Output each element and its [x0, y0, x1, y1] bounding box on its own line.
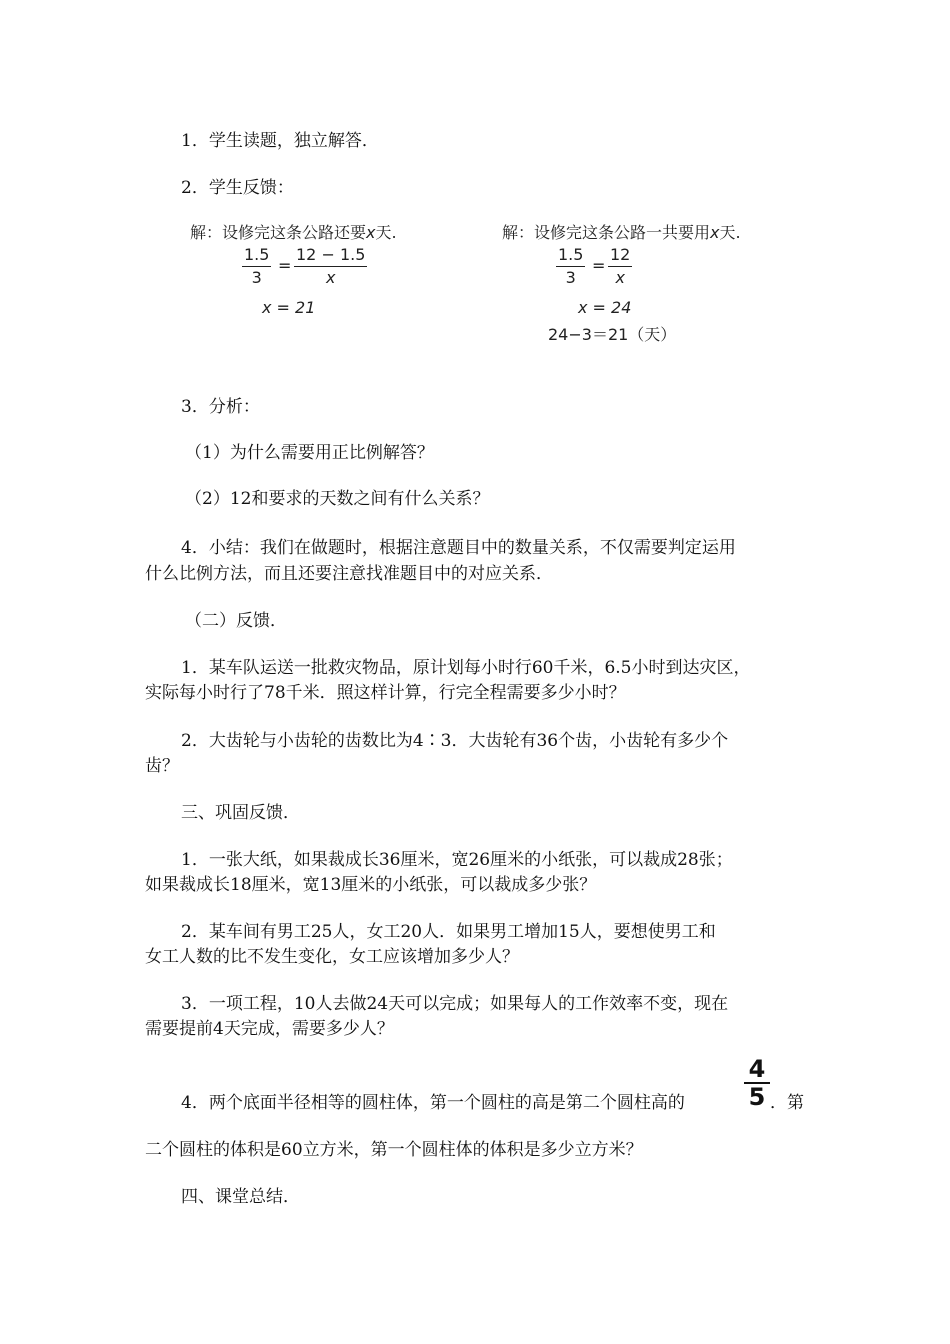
solution-right-title: 解：设修完这条公路一共要用x天.	[502, 223, 741, 242]
exercise-2-line-2: 女工人数的比不发生变化，女工应该增加多少人？	[145, 947, 519, 967]
solution-right-result: x = 24	[578, 298, 632, 317]
consolidation-heading: 三、巩固反馈．	[181, 803, 300, 823]
feedback-2-line-1: 2．大齿轮与小齿轮的齿数比为4∶3．大齿轮有36个齿，小齿轮有多少个	[181, 731, 729, 751]
analysis-question-1: （1）为什么需要用正比例解答？	[185, 443, 434, 463]
step-3-text: 3．分析：	[181, 397, 260, 417]
step-1-text: 1．学生读题，独立解答．	[181, 131, 379, 151]
analysis-question-2: （2）12和要求的天数之间有什么关系？	[185, 489, 490, 509]
feedback-1-line-2: 实际每小时行了78千米．照这样计算，行完全程需要多少小时？	[145, 683, 626, 703]
fraction-12-minus-1-5-over-x: $\frac{12 - 1.5}{x}$	[296, 245, 366, 287]
fraction-1-5-over-3: $\frac{1.5}{3}$	[558, 245, 584, 287]
feedback-heading: （二）反馈．	[185, 611, 287, 631]
solution-left-title: 解：设修完这条公路还要x天.	[190, 223, 397, 242]
equals-sign: =	[592, 256, 606, 275]
exercise-3-line-1: 3．一项工程，10人去做24天可以完成；如果每人的工作效率不变，现在	[181, 994, 729, 1014]
step-2-text: 2．学生反馈：	[181, 178, 294, 198]
exercise-1-line-1: 1．一张大纸，如果裁成长36厘米，宽26厘米的小纸张，可以裁成28张；	[181, 850, 733, 870]
feedback-1-line-1: 1．某车队运送一批救灾物品，原计划每小时行60千米，6.5小时到达灾区，	[181, 658, 751, 678]
fraction-1-5-over-3: $\frac{1.5}{3}$	[244, 245, 270, 287]
exercise-2-line-1: 2．某车间有男工25人，女工20人．如果男工增加15人，要想使男工和	[181, 922, 716, 942]
exercise-4-line-1-tail: ．第	[770, 1093, 804, 1113]
solution-left	[190, 220, 450, 320]
fraction-12-over-x: $\frac{12}{x}$	[610, 245, 631, 287]
summary-line-1: 4．小结：我们在做题时，根据注意题目中的数量关系，不仅需要判定运用	[181, 538, 736, 558]
summary-line-2: 什么比例方法，而且还要注意找准题目中的对应关系．	[145, 564, 553, 584]
class-summary-heading: 四、课堂总结．	[181, 1187, 300, 1207]
exercise-1-line-2: 如果裁成长18厘米，宽13厘米的小纸张，可以裁成多少张？	[145, 875, 597, 895]
exercise-3-line-2: 需要提前4天完成，需要多少人？	[145, 1019, 394, 1039]
exercise-4-line-1: 4．两个底面半径相等的圆柱体，第一个圆柱的高是第二个圆柱高的	[181, 1093, 685, 1113]
exercise-4-line-2: 二个圆柱的体积是60立方米，第一个圆柱体的体积是多少立方米？	[145, 1140, 643, 1160]
solution-left-result: x = 21	[262, 298, 316, 317]
solution-right	[502, 220, 782, 345]
equals-sign: =	[278, 256, 292, 275]
solution-right-final: 24−3＝21（天）	[548, 325, 677, 344]
fraction-four-fifths: $\frac{4}{5}$	[744, 1056, 770, 1110]
feedback-2-line-2: 齿？	[145, 756, 179, 776]
